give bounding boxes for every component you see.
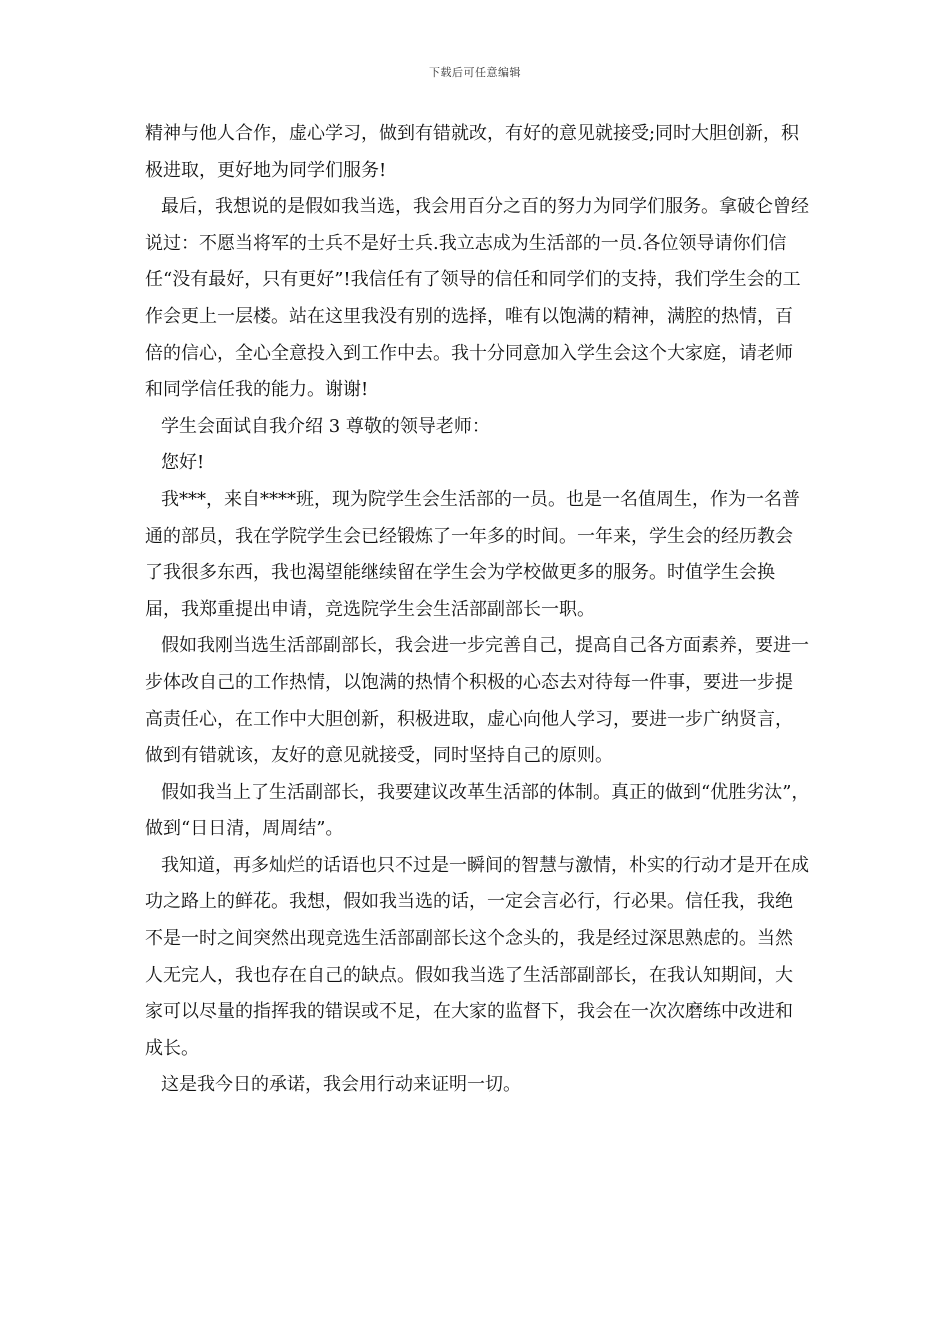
paragraph-continuation: 精神与他人合作，虚心学习，做到有错就改，有好的意见就接受;同时大胆创新，积极进取，更好地为同学们服务! xyxy=(145,123,800,181)
page-header-note: 下载后可任意编辑 xyxy=(429,66,521,79)
paragraph-reform: 假如我当上了生活副部长，我要建议改革生活部的体制。真正的做到“优胜劣汰”，做到“日日清，周周结”。 xyxy=(145,781,810,840)
paragraph-commitment: 我知道，再多灿烂的话语也只不过是一瞬间的智慧与激情，朴实的行动才是开在成功之路上的鲜花。我想，假如我当选的话，一定会言必行，行必果。信任我，我绝不是一时之间突然出现竞选生活部副部长这个念头的，我是经过深思熟虑的。当然人无完人，我也存在自己的缺点。假如我当选了生活部副部长，在我认知期间，大家可以尽量的指挥我的错误或不足，在大家的监督下，我会在一次次磨练中改进和成长。 xyxy=(145,854,809,1059)
paragraph-plans: 假如我刚当选生活部副部长，我会进一步完善自己，提高自己各方面素养，要进一步体改自己的工作热情，以饱满的热情个积极的心态去对待每一件事，要进一步提高责任心，在工作中大胆创新，积极进取，虚心向他人学习，要进一步广纳贤言，做到有错就该，友好的意见就接受，同时坚持自己的原则。 xyxy=(145,635,809,767)
paragraph-section-heading: 学生会面试自我介绍 3 尊敬的领导老师： xyxy=(161,415,490,437)
document-body xyxy=(145,116,810,1104)
paragraph-greeting: 您好! xyxy=(161,452,205,474)
paragraph-promise: 这是我今日的承诺，我会用行动来证明一切。 xyxy=(161,1074,521,1096)
paragraph-closing-remarks: 最后，我想说的是假如我当选，我会用百分之百的努力为同学们服务。拿破仑曾经说过：不愿当将军的士兵不是好士兵.我立志成为生活部的一员.各位领导请你们信任“没有最好，只有更好”!我信任有了领导的信任和同学们的支持，我们学生会的工作会更上一层楼。站在这里我没有别的选择，唯有以饱满的精神，满腔的热情，百倍的信心，全心全意投入到工作中去。我十分同意加入学生会这个大家庭，请老师和同学信任我的能力。谢谢! xyxy=(145,196,809,401)
paragraph-self-introduction: 我***，来自****班，现为院学生会生活部的一员。也是一名值周生，作为一名普通的部员，我在学院学生会已经锻炼了一年多的时间。一年来，学生会的经历教会了我很多东西，我也渴望能继续留在学生会为学校做更多的服务。时值学生会换届，我郑重提出申请，竞选院学生会生活部副部长一职。 xyxy=(145,488,800,620)
